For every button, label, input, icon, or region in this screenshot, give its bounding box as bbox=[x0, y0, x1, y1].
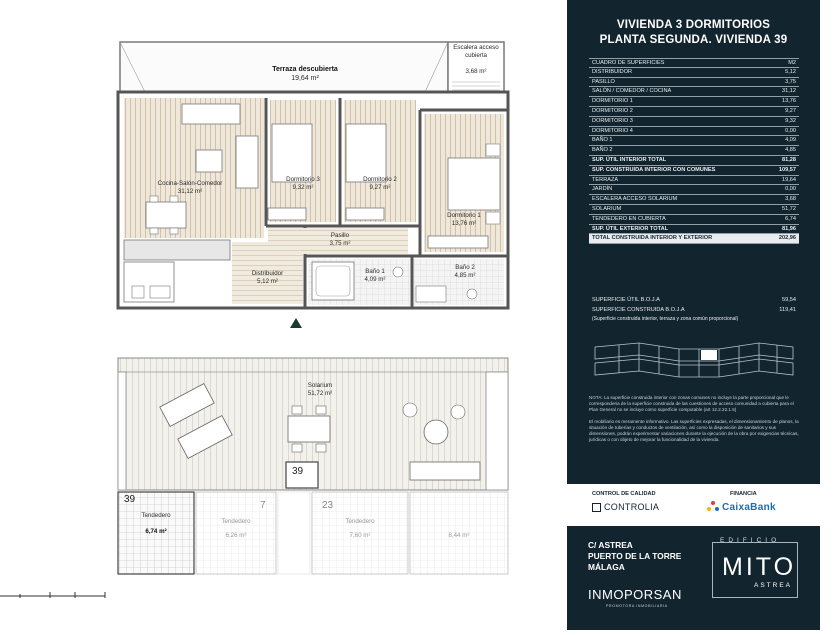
row-value: 202,96 bbox=[778, 235, 796, 242]
surfaces-table-row bbox=[589, 215, 799, 225]
row-value: 13,76 bbox=[782, 98, 796, 105]
disclaimer-notes bbox=[589, 395, 799, 449]
surfaces-table-row bbox=[589, 87, 799, 97]
surfaces-table-row bbox=[589, 156, 799, 166]
row-value: 81,96 bbox=[782, 225, 796, 232]
row-value: 9,27 bbox=[785, 107, 796, 114]
surfaces-table-row bbox=[589, 166, 799, 176]
title-line-2: PLANTA SEGUNDA. VIVIENDA 39 bbox=[599, 34, 788, 46]
bedroom-2-label: Dormitorio 2 bbox=[363, 176, 397, 183]
boja-const-label: SUPERFICIE CONSTRUIDA B.O.J.A bbox=[592, 306, 685, 313]
promoter-subtitle: PROMOTORA INMOBILIARIA bbox=[606, 604, 668, 608]
row-label: SUP. ÚTIL EXTERIOR TOTAL bbox=[592, 225, 669, 232]
row-label: DORMITORIO 1 bbox=[592, 98, 633, 105]
row-value: 81,28 bbox=[782, 156, 796, 163]
row-value: 4,09 bbox=[785, 137, 796, 144]
hall-area: 3,75 m² bbox=[329, 240, 351, 247]
kitchen-area: 31,12 m² bbox=[177, 188, 203, 195]
surfaces-table-row bbox=[589, 117, 799, 127]
bedroom-3-label: Dormitorio 3 bbox=[286, 176, 320, 183]
address-line-3: MÁLAGA bbox=[588, 562, 625, 572]
table-header-label: CUADRO DE SUPERFICIES bbox=[592, 60, 665, 66]
unit-highlight bbox=[701, 350, 717, 360]
stair-label: Escalera acceso cubierta bbox=[453, 44, 499, 59]
promoter-logo: INMOPORSAN bbox=[588, 587, 682, 602]
row-label: TERRAZA bbox=[592, 176, 619, 183]
row-label: SUP. CONSTRUIDA INTERIOR CON COMUNES bbox=[592, 166, 716, 173]
surfaces-table-row bbox=[589, 195, 799, 205]
bathroom-2-label: Baño 2 bbox=[455, 264, 475, 271]
row-label: BAÑO 2 bbox=[592, 147, 613, 154]
solarium-area: 51,72 m² bbox=[307, 390, 333, 397]
bathroom-2-area: 4,85 m² bbox=[454, 272, 476, 279]
kitchen-label: Cocina-Salón-Comedor bbox=[157, 180, 223, 187]
row-label: DORMITORIO 3 bbox=[592, 117, 633, 124]
row-label: SUP. ÚTIL INTERIOR TOTAL bbox=[592, 156, 667, 163]
stair-area: 3,68 m² bbox=[465, 68, 487, 75]
quality-control-label: CONTROL DE CALIDAD bbox=[592, 491, 656, 497]
drying-23-label: Tendedero bbox=[345, 518, 375, 525]
drying-23-area: 7,60 m² bbox=[349, 532, 371, 539]
bedroom-2-area: 9,27 m² bbox=[369, 184, 391, 191]
row-label: DORMITORIO 2 bbox=[592, 107, 633, 114]
bedroom-1-area: 13,76 m² bbox=[451, 220, 477, 227]
solarium-table bbox=[288, 416, 330, 442]
building-key-plan bbox=[589, 335, 799, 390]
note-1: NOTA: La superficie construida interior con zonas comunes no incluye la parte proporcional que le corresponderia de la superficie construida de las cuestiones de acceso comunidad a cubierta para el Plan General no se incluye como superficie computable (art 12.2.22.1.5) bbox=[589, 395, 794, 412]
caixabank-star-icon bbox=[706, 500, 720, 514]
surfaces-table-row bbox=[589, 234, 799, 244]
surfaces-table-row bbox=[589, 146, 799, 156]
building-mito: MITO bbox=[722, 553, 797, 581]
distributor-area: 5,12 m² bbox=[257, 278, 278, 285]
bathroom-1-area: 4,09 m² bbox=[364, 276, 386, 283]
row-label: BAÑO 1 bbox=[592, 137, 613, 144]
surfaces-table-row bbox=[589, 107, 799, 117]
row-value: 51,72 bbox=[782, 205, 796, 212]
row-value: 109,57 bbox=[778, 166, 796, 173]
address-line-1: C/ ASTREA bbox=[588, 540, 633, 550]
table-header-unit: M2 bbox=[788, 60, 796, 66]
dining-table bbox=[146, 202, 186, 228]
drying-39-area: 6,74 m² bbox=[145, 528, 167, 535]
distributor-label: Distribuidor bbox=[251, 270, 284, 277]
row-value: 0,00 bbox=[785, 127, 796, 134]
surfaces-table-row bbox=[589, 68, 799, 78]
drying-39-label: Tendedero bbox=[141, 512, 171, 519]
entrance-arrow-icon bbox=[290, 318, 302, 328]
boja-util-label: SUPERFICIE ÚTIL B.O.J.A bbox=[592, 297, 660, 303]
finance-label: FINANCIA bbox=[730, 491, 757, 497]
note-2: El mobiliario es meramente informativo. Las superficies expresadas, el dimensionamiento de planos, la situación de tuberías y conductos de ventilación, así como la disposición de sanitarios y sus dimensiones, podrán experimentar variaciones durante la ejecución de la obra por exigencias técnicas, jurídicas o con objeto de mejorar la funcionalidad de la vivienda. bbox=[589, 419, 799, 442]
solarium-label: Solarium bbox=[307, 382, 333, 389]
surfaces-table-row bbox=[589, 225, 799, 235]
unit-number: 39 bbox=[292, 466, 304, 477]
boja-block bbox=[589, 296, 799, 325]
surfaces-table-row bbox=[589, 127, 799, 137]
row-value: 31,12 bbox=[782, 88, 796, 95]
hall-label: Pasillo bbox=[330, 232, 350, 239]
boja-note: (Superficie construida interior, terraza y zona común proporcional) bbox=[592, 316, 739, 322]
drying-7-number: 7 bbox=[260, 500, 266, 511]
surfaces-table-row bbox=[589, 136, 799, 146]
scale-bar bbox=[0, 592, 105, 598]
address-line-2: PUERTO DE LA TORRE bbox=[588, 551, 682, 561]
boja-const-value: 119,41 bbox=[779, 306, 796, 313]
surfaces-table bbox=[589, 58, 799, 244]
sofa bbox=[182, 104, 240, 124]
surfaces-table-row bbox=[589, 97, 799, 107]
row-value: 3,75 bbox=[785, 78, 796, 85]
row-label: SOLARIUM bbox=[592, 205, 622, 212]
surfaces-table-row bbox=[589, 185, 799, 195]
bedroom-1-label: Dormitorio 1 bbox=[447, 212, 481, 219]
boja-util-value: 59,54 bbox=[782, 297, 796, 303]
row-label: TOTAL CONSTRUIDA INTERIOR Y EXTERIOR bbox=[592, 235, 713, 242]
controlia-logo-icon bbox=[592, 503, 601, 512]
drying-39-number: 39 bbox=[124, 494, 136, 505]
title-line-1: VIVIENDA 3 DORMITORIOS bbox=[616, 19, 771, 31]
bedroom-3-area: 9,32 m² bbox=[292, 184, 314, 191]
row-label: DISTRIBUIDOR bbox=[592, 68, 633, 75]
drying-23-number: 23 bbox=[322, 500, 334, 511]
row-label: JARDÍN bbox=[592, 186, 613, 193]
row-value: 5,12 bbox=[785, 68, 796, 75]
surfaces-table-row bbox=[589, 176, 799, 186]
row-label: DORMITORIO 4 bbox=[592, 127, 633, 134]
drying-7-area: 6,26 m² bbox=[225, 532, 247, 539]
surfaces-table-header bbox=[589, 58, 799, 68]
terrace-area: 19,64 m² bbox=[291, 75, 319, 82]
kitchen-counter bbox=[124, 240, 230, 260]
row-label: PASILLO bbox=[592, 78, 615, 85]
info-panel bbox=[567, 0, 820, 630]
terrace-label: Terraza descubierta bbox=[272, 66, 338, 73]
row-label: SALÓN / COMEDOR / COCINA bbox=[592, 88, 672, 95]
row-label: TENDEDERO EN CUBIERTA bbox=[592, 215, 666, 222]
row-value: 0,00 bbox=[785, 186, 796, 193]
drying-last-area: 8,44 m² bbox=[448, 532, 470, 539]
building-edificio: EDIFICIO bbox=[720, 537, 781, 544]
drying-7-label: Tendedero bbox=[221, 518, 251, 525]
row-label: ESCALERA ACCESO SOLARIUM bbox=[592, 196, 678, 203]
page-title bbox=[567, 18, 820, 48]
building-astrea: ASTREA bbox=[754, 582, 793, 589]
row-value: 6,74 bbox=[785, 215, 796, 222]
caixabank-brand: CaixaBank bbox=[722, 502, 776, 513]
row-value: 9,32 bbox=[785, 117, 796, 124]
row-value: 19,64 bbox=[782, 176, 796, 183]
row-value: 4,85 bbox=[785, 147, 796, 154]
controlia-brand: CONTROLIA bbox=[604, 502, 660, 512]
row-value: 3,68 bbox=[785, 196, 796, 203]
bathroom-1-label: Baño 1 bbox=[365, 268, 385, 275]
surfaces-table-row bbox=[589, 78, 799, 88]
address bbox=[588, 540, 681, 573]
surfaces-table-row bbox=[589, 205, 799, 215]
